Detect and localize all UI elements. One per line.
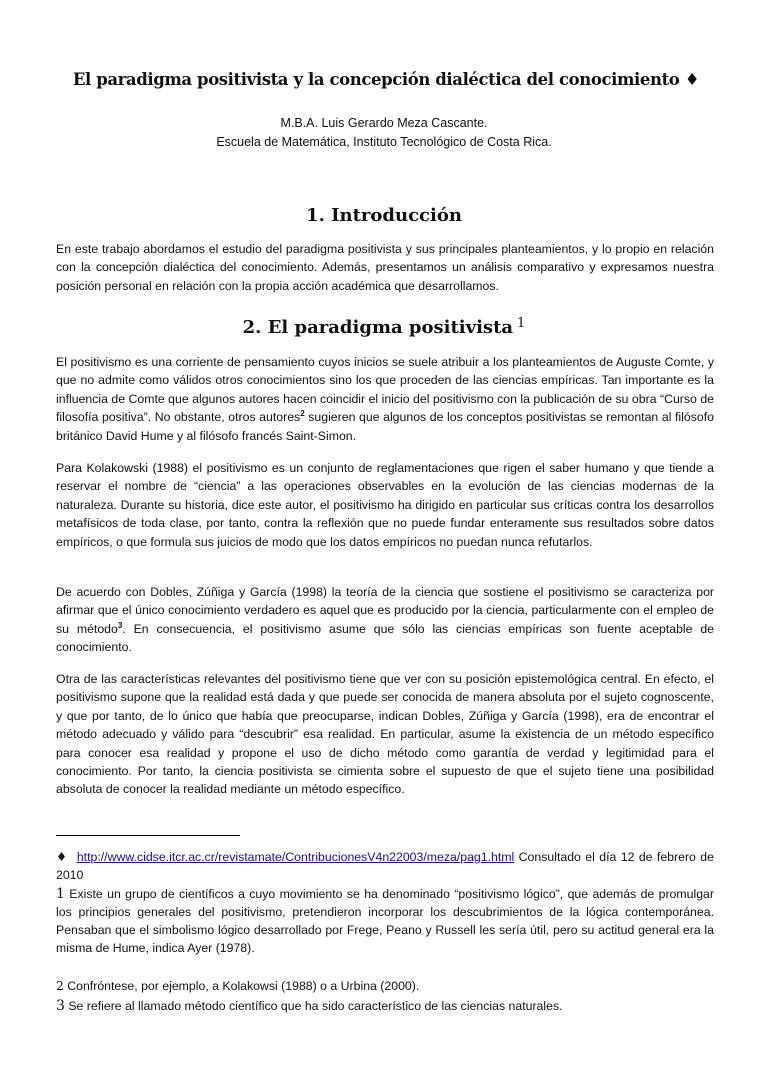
- section-2-paragraph-1: [56, 353, 714, 445]
- section-2-paragraph-3: [56, 583, 714, 657]
- footnote-2-text: Confróntese, por ejemplo, a Kolakowsi (1988) o a Urbina (2000).: [63, 979, 420, 993]
- section-1-paragraph: En este trabajo abordamos el estudio del paradigma positivista y sus principales planteamientos, y lo propio en relación con la concepción dialéctica del conocimiento. Además, presentamos un análisis comparativo y expresamos nuestra posición personal en relación con la propia acción académica que desarrollamos.: [56, 242, 714, 293]
- source-link[interactable]: http://www.cidse.itcr.ac.cr/revistamate/ContribucionesV4n22003/meza/pag1.html: [76, 850, 515, 864]
- section-2-heading: [0, 316, 768, 338]
- footnote-1-mark: 1: [56, 886, 65, 902]
- footnote-3: [56, 997, 714, 1015]
- author-line: M.B.A. Luis Gerardo Meza Cascante.: [280, 116, 488, 130]
- footnote-source-mark: ♦: [56, 850, 69, 864]
- paragraph-3-text-b: . En consecuencia, el positivismo asume que sólo las ciencias empíricas son fuente aceptable de conocimiento.: [56, 621, 715, 655]
- footnote-2: [56, 977, 714, 995]
- title-footnote-mark: ♦: [684, 70, 700, 89]
- paragraph-1-text-a: El positivismo es una corriente de pensamiento cuyos inicios se suele atribuir a los planteamientos de Auguste Comte, y que no admite como válidos otros conocimientos sino los que proceden de las ciencias empíricas. Tan importante es la influencia de Comte que algunos autores hacen coincidir el inicio del positivismo con la publicación de su obra “Curso de filosofía positiva”. No obstante, otros autores: [56, 355, 714, 425]
- footnote-1: [56, 885, 714, 957]
- footnote-2-mark: 2: [56, 979, 64, 993]
- institution-line: Escuela de Matemática, Instituto Tecnológico de Costa Rica.: [216, 135, 552, 149]
- section-2-paragraph-4: Otra de las características relevantes del positivismo tiene que ver con su posición epistemológica central. En efecto, el positivismo supone que la realidad está dada y que puede ser conocida de manera absoluta por el sujeto cognoscente, y que por tanto, de lo único que había que preocuparse, indican Dobles, Zúñiga y García (1998), era de encontrar el método adecuado y válido para “descubrir” esa realidad. En particular, asume la existencia de un método específico para conocer esa realidad y propone el uso de dicho método como garantía de verdad y legitimidad para el conocimiento. Por tanto, la ciencia positivista se cimienta sobre el supuesto de que el sujeto tiene una posibilidad absoluta de conocer la realidad mediante un método específico.: [56, 672, 714, 797]
- paragraph-3-text-a: De acuerdo con Dobles, Zúñiga y García (1998) la teoría de la ciencia que sostiene el positivismo se caracteriza por afirmar que el único conocimiento verdadero es aquel que es producido por la ciencia, particularmente con el empleo de su método: [56, 585, 714, 636]
- footnote-ref-2: 2: [300, 409, 305, 419]
- paragraph-1-text-b: sugieren que algunos de los conceptos positivistas se remontan al filósofo británico David Hume y al filósofo francés Saint-Simon.: [56, 410, 714, 443]
- section-2-paragraph-2: Para Kolakowski (1988) el positivismo es un conjunto de reglamentaciones que rigen el saber humano y que tiende a reservar el nombre de “ciencia” a las operaciones observables en la evolución de las ciencias modernas de la naturaleza. Durante su historia, dice este autor, el positivismo ha dirigido en particular sus críticas contra los desarrollos metafísicos de toda clase, por tanto, contra la reflexión que no puede fundar enteramente sus resultados sobre datos empíricos, o que formula sus juicios de modo que los datos empíricos no puedan nunca refutarlos.: [56, 461, 714, 549]
- document-title: [56, 70, 716, 89]
- section-1-heading: 1. Introducción: [306, 205, 462, 226]
- footnote-source: [56, 848, 714, 884]
- section-2-heading-ref: 1: [517, 316, 526, 331]
- footnote-source-text: Consultado el día 12 de febrero de 2010: [56, 850, 714, 882]
- footnote-3-mark: 3: [56, 998, 65, 1014]
- footnote-1-text: Existe un grupo de científicos a cuyo movimiento se ha denominado “positivismo lógico”, que además de promulgar los principios generales del positivismo, pretendieron incorporar los descubrimientos de la lógica contemporánea. Pensaban que el simbolismo lógico desarrollado por Frege, Peano y Russell les sería útil, pero su actitud general era la misma de Hume, indica Ayer (1978).: [56, 887, 714, 955]
- section-2-heading-text: 2. El paradigma positivista: [242, 317, 514, 338]
- title-text: El paradigma positivista y la concepción dialéctica del conocimiento: [72, 70, 680, 89]
- footnote-divider: [56, 835, 240, 836]
- footnote-3-text: Se refiere al llamado método científico que ha sido característico de las ciencias naturales.: [64, 999, 563, 1013]
- footnote-ref-3: 3: [117, 620, 123, 630]
